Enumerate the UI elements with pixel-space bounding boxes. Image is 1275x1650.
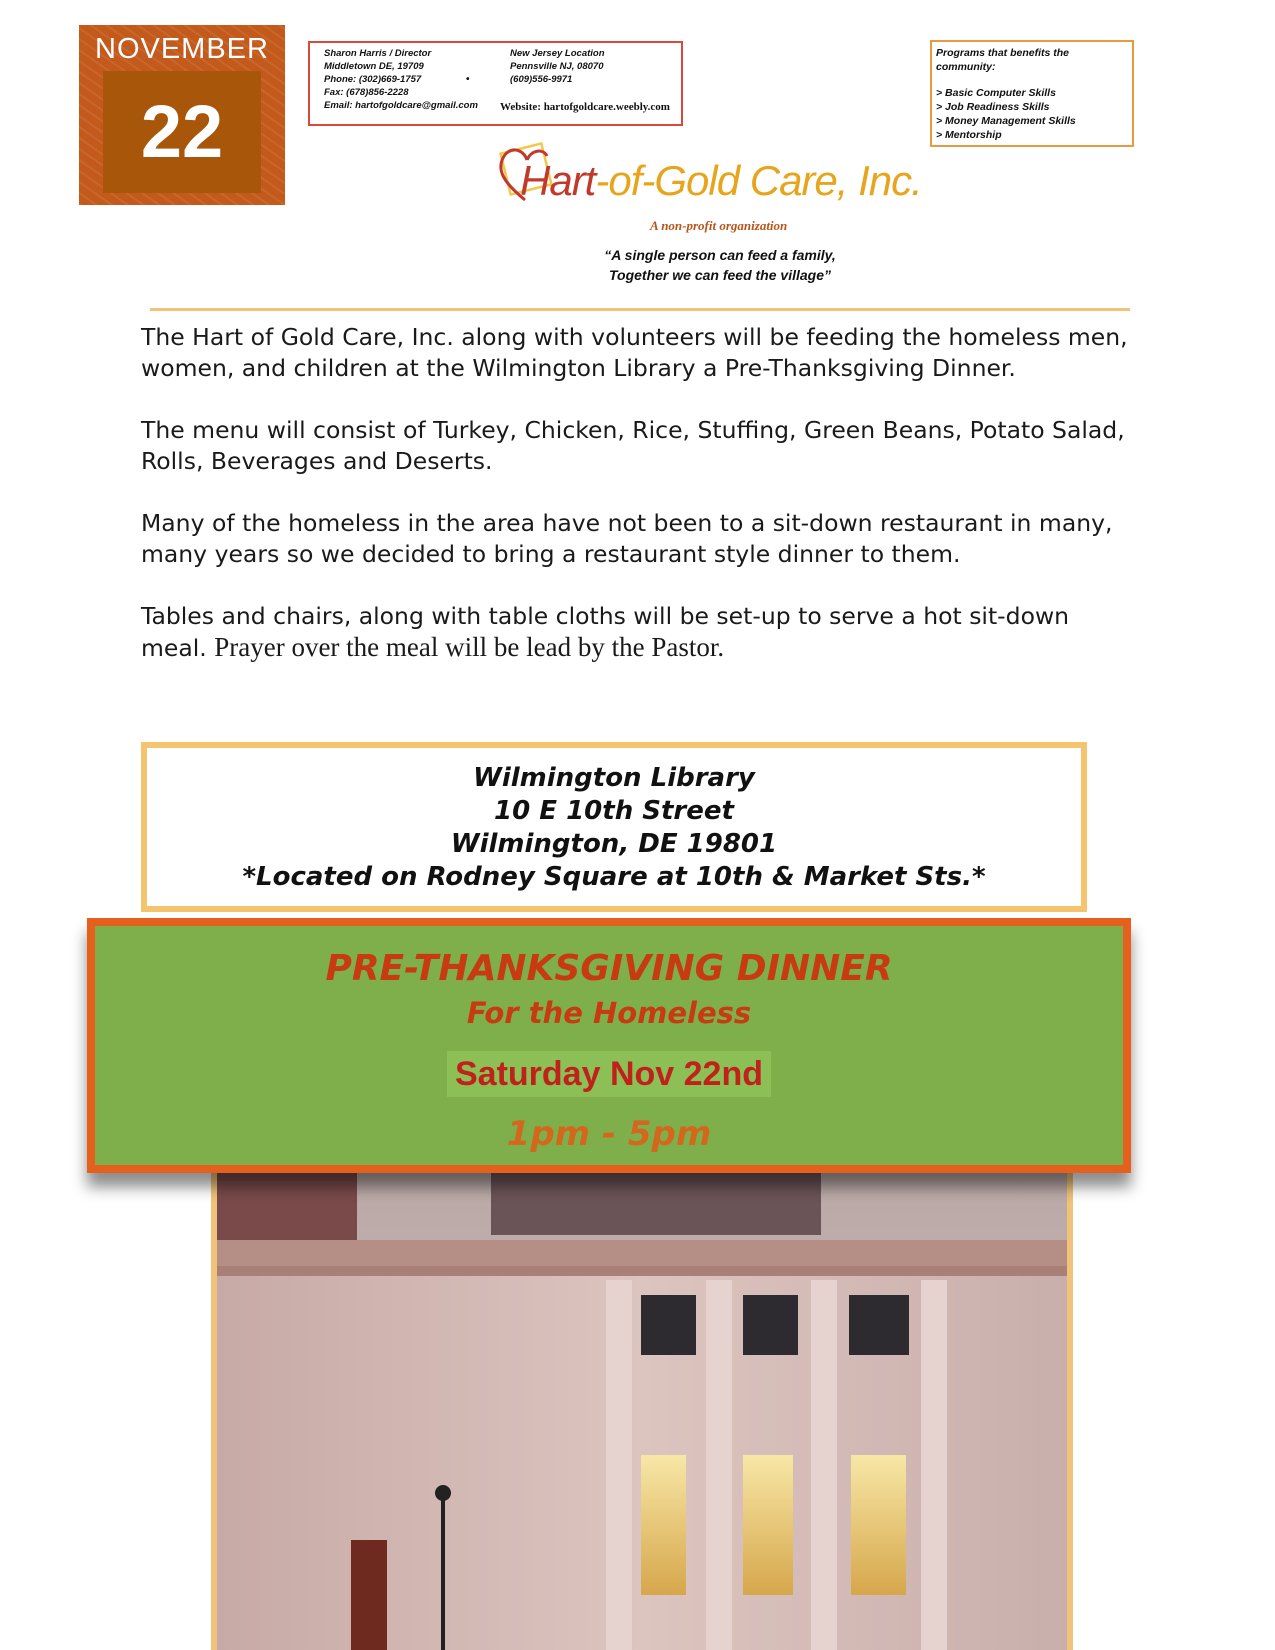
venue-name: Wilmington Library [473, 763, 755, 793]
program-item: > Basic Computer Skills [936, 87, 1056, 99]
body-text [141, 322, 1141, 695]
address-box [141, 742, 1087, 912]
contact-line: Pennsville NJ, 08070 [510, 61, 604, 72]
programs-box [930, 40, 1134, 147]
paragraph-menu: The menu will consist of Turkey, Chicken, Rice, Stuffing, Green Beans, Potato Salad, Rolls, Beverages and Deserts. [141, 416, 1125, 475]
program-item: > Money Management Skills [936, 115, 1076, 127]
paragraph-setup-prayer: Prayer over the meal will be lead by the Pastor. [214, 632, 725, 662]
contact-line: (609)556-9971 [510, 74, 573, 85]
contact-website: Website: hartofgoldcare.weebly.com [500, 101, 670, 113]
contact-dot: • [466, 74, 470, 85]
tagline-line: Together we can feed the village” [609, 267, 831, 283]
library-photo [211, 1165, 1073, 1650]
date-badge [79, 25, 285, 205]
tagline-line: “A single person can feed a family, [604, 247, 836, 263]
paragraph-setup-main: Tables and chairs, along with table cloths will be set-up to serve a hot sit-down meal. [141, 602, 1070, 662]
contact-director-info [324, 47, 478, 112]
lamp-globe [435, 1485, 451, 1501]
logo-tagline [560, 245, 880, 285]
contact-line: Phone: (302)669-1757 [324, 74, 422, 85]
header-divider [150, 308, 1130, 311]
program-item: > Job Readiness Skills [936, 101, 1050, 113]
cornice [217, 1240, 1067, 1266]
lit-windows [641, 1455, 906, 1595]
programs-title: Programs that benefits the community: [936, 47, 1070, 73]
logo-subtitle: A non-profit organization [650, 218, 788, 233]
event-subtitle: For the Homeless [466, 996, 752, 1030]
date-day: 22 [140, 90, 224, 173]
logo-text [520, 157, 922, 205]
frieze [217, 1266, 1067, 1276]
venue-city: Wilmington, DE 19801 [450, 829, 778, 859]
contact-line: Fax: (678)856-2228 [324, 87, 409, 98]
contact-nj-location [510, 47, 605, 86]
event-date-wrap [95, 1051, 1123, 1097]
contact-line: Middletown DE, 19709 [324, 61, 424, 72]
date-month: NOVEMBER [95, 33, 269, 65]
venue-note: *Located on Rodney Square at 10th & Market Sts.* [242, 862, 986, 892]
contact-line: Sharon Harris / Director [324, 48, 432, 59]
event-date: Saturday Nov 22nd [447, 1051, 771, 1097]
logo-rest: -of-Gold Care, Inc. [595, 157, 922, 204]
street-lamp-post [441, 1495, 445, 1650]
contact-line: New Jersey Location [510, 48, 605, 59]
date-day-box [103, 71, 261, 193]
contact-box [308, 41, 683, 126]
right-tower [491, 1165, 821, 1235]
entrance-door [351, 1540, 387, 1650]
paragraph-purpose: Many of the homeless in the area have not been to a sit-down restaurant in many, many years so we decided to bring a restaurant style dinner to them. [141, 509, 1113, 568]
event-box [87, 918, 1131, 1173]
event-time: 1pm - 5pm [506, 1114, 712, 1154]
program-item: > Mentorship [936, 129, 1002, 141]
upper-windows [641, 1295, 909, 1355]
paragraph-setup [141, 601, 1141, 664]
event-title: PRE-THANKSGIVING DINNER [325, 948, 893, 989]
venue-street: 10 E 10th Street [494, 796, 734, 826]
contact-email: Email: hartofgoldcare@gmail.com [324, 100, 478, 111]
paragraph-intro: The Hart of Gold Care, Inc. along with volunteers will be feeding the homeless men, women, and children at the Wilmington Library a Pre-Thanksgiving Dinner. [141, 323, 1128, 382]
logo-hart: Hart [520, 157, 596, 204]
